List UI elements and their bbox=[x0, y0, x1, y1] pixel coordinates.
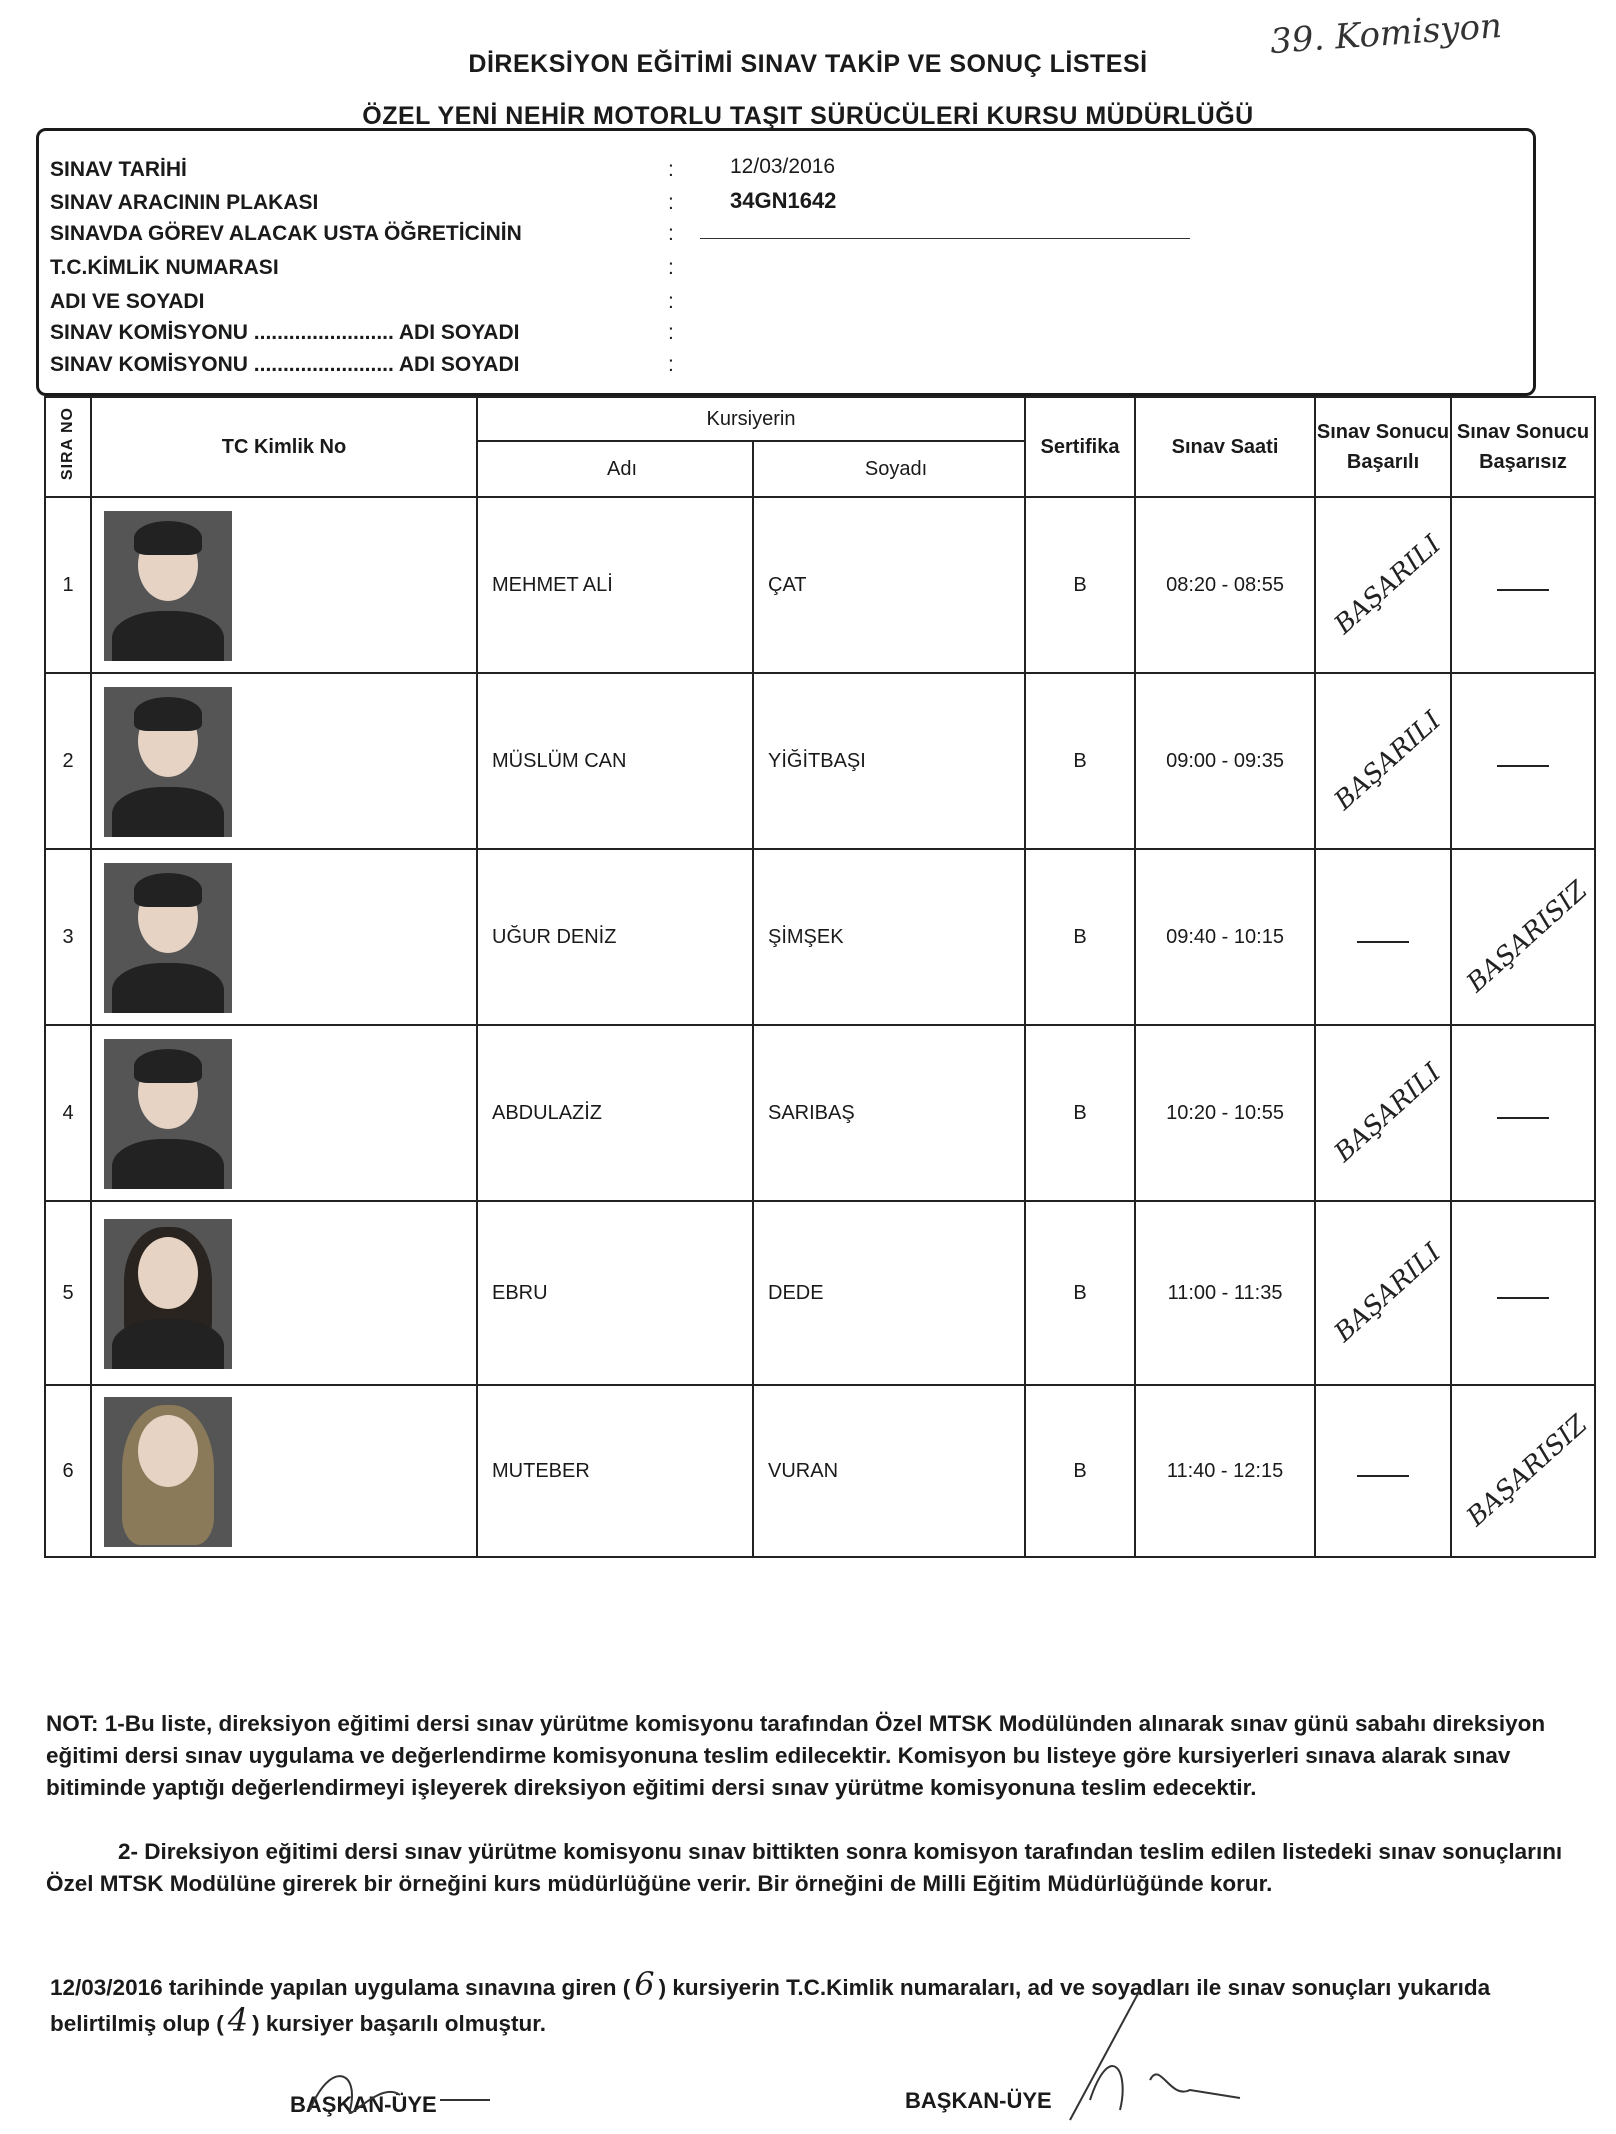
student-photo bbox=[104, 511, 232, 661]
vehicle-plate-label: SINAV ARACININ PLAKASI bbox=[50, 191, 319, 214]
redacted-tc-number bbox=[257, 1026, 372, 1200]
result-passed-cell bbox=[1315, 1201, 1451, 1385]
adi-header: Adı bbox=[477, 441, 753, 497]
exam-time: 09:40 - 10:15 bbox=[1135, 849, 1315, 1025]
photo-cell bbox=[91, 673, 477, 849]
kursiyerin-header: Kursiyerin bbox=[477, 397, 1025, 441]
handwritten-result: BAŞARISIZ bbox=[1461, 1409, 1594, 1533]
result-passed-cell bbox=[1315, 849, 1451, 1025]
student-last-name: DEDE bbox=[753, 1201, 1025, 1385]
result-failed-cell bbox=[1451, 1385, 1595, 1557]
total-count: 6 bbox=[634, 1965, 655, 2003]
note-paragraph-1: NOT: 1-Bu liste, direksiyon eğitimi dersi sınav yürütme komisyonu tarafından Özel MTSK Modülünden alınarak sınav günü sabahı direksiyon eğitimi dersi sınav uygulama ve değerlendirme komisyonuna teslim edilecektir. Komisyon bu listeye göre kursiyerleri sınava alarak sınav bitiminde yaptığı değerlendirmeyi işleyerek direksiyon eğitimi dersi sınav yürütme komisyonuna teslim edecektir. bbox=[46, 1711, 1546, 1800]
exam-time: 10:20 - 10:55 bbox=[1135, 1025, 1315, 1201]
document-subtitle: ÖZEL YENİ NEHİR MOTORLU TAŞIT SÜRÜCÜLERİ KURSU MÜDÜRLÜĞÜ bbox=[362, 102, 1254, 130]
student-first-name: MUTEBER bbox=[477, 1385, 753, 1557]
student-first-name: ABDULAZİZ bbox=[477, 1025, 753, 1201]
redacted-tc-number bbox=[257, 1386, 372, 1556]
redacted-tc-number bbox=[257, 1202, 372, 1384]
basarisiz-header: Sınav Sonucu Başarısız bbox=[1451, 397, 1595, 497]
signature-left-scribble bbox=[290, 2040, 550, 2130]
student-last-name: YİĞİTBAŞI bbox=[753, 673, 1025, 849]
redacted-tc-number bbox=[257, 498, 372, 672]
row-number: 6 bbox=[45, 1385, 91, 1557]
result-failed-cell bbox=[1451, 1025, 1595, 1201]
basarili-header: Sınav Sonucu Başarılı bbox=[1315, 397, 1451, 497]
signature-left-label: BAŞKAN-ÜYE bbox=[290, 2092, 437, 2117]
student-first-name: MÜSLÜM CAN bbox=[477, 673, 753, 849]
signature-right-label: BAŞKAN-ÜYE bbox=[905, 2088, 1052, 2113]
handwritten-result: BAŞARILI bbox=[1328, 1057, 1447, 1169]
student-first-name: MEHMET ALİ bbox=[477, 497, 753, 673]
commission2-label: SINAV KOMİSYONU ........................ ADI SOYADI bbox=[50, 353, 520, 376]
result-passed-cell bbox=[1315, 1385, 1451, 1557]
handwritten-result: BAŞARILI bbox=[1328, 1237, 1447, 1349]
certificate-class: B bbox=[1025, 1025, 1135, 1201]
result-failed-cell bbox=[1451, 1201, 1595, 1385]
soyadi-header: Soyadı bbox=[753, 441, 1025, 497]
student-photo bbox=[104, 1397, 232, 1547]
empty-dash bbox=[1497, 1117, 1549, 1119]
sertifika-header: Sertifika bbox=[1025, 397, 1135, 497]
result-passed-cell bbox=[1315, 497, 1451, 673]
redacted-tc-number bbox=[257, 674, 372, 848]
student-last-name: ŞİMŞEK bbox=[753, 849, 1025, 1025]
result-failed-cell bbox=[1451, 673, 1595, 849]
summary-statement: 12/03/2016 tarihinde yapılan uygulama sınavına giren ( 6 ) kursiyerin T.C.Kimlik numaraları, ad ve soyadları ile sınav sonuçları yukarıda belirtilmiş olup ( 4 ) kursiyer başarılı olmuştur. bbox=[50, 1965, 1491, 2039]
results-table bbox=[44, 396, 1596, 1558]
exam-time: 09:00 - 09:35 bbox=[1135, 673, 1315, 849]
table-row bbox=[45, 1201, 1595, 1385]
student-last-name: SARIBAŞ bbox=[753, 1025, 1025, 1201]
student-photo bbox=[104, 1039, 232, 1189]
tc-kimlik-header: TC Kimlik No bbox=[91, 397, 477, 497]
colon: : bbox=[668, 353, 674, 376]
table-row bbox=[45, 1385, 1595, 1557]
photo-cell bbox=[91, 1201, 477, 1385]
vehicle-plate-value: 34GN1642 bbox=[730, 188, 837, 213]
exam-date-label: SINAV TARİHİ bbox=[50, 158, 187, 181]
colon: : bbox=[668, 256, 674, 279]
row-number: 1 bbox=[45, 497, 91, 673]
exam-date-value: 12/03/2016 bbox=[730, 155, 836, 178]
photo-cell bbox=[91, 497, 477, 673]
row-number: 3 bbox=[45, 849, 91, 1025]
table-row bbox=[45, 849, 1595, 1025]
tc-number-label: T.C.KİMLİK NUMARASI bbox=[50, 256, 279, 279]
certificate-class: B bbox=[1025, 497, 1135, 673]
handwritten-result: BAŞARILI bbox=[1328, 705, 1447, 817]
signature-right-scribble bbox=[1050, 1980, 1250, 2130]
table-row bbox=[45, 673, 1595, 849]
redacted-tc-number bbox=[257, 850, 372, 1024]
student-last-name: VURAN bbox=[753, 1385, 1025, 1557]
result-passed-cell bbox=[1315, 1025, 1451, 1201]
exam-time: 11:40 - 12:15 bbox=[1135, 1385, 1315, 1557]
colon: : bbox=[668, 158, 674, 181]
empty-dash bbox=[1357, 941, 1409, 943]
instructor-label: SINAVDA GÖREV ALACAK USTA ÖĞRETİCİNİN bbox=[50, 222, 522, 245]
sira-no-header: SIRA NO bbox=[45, 397, 91, 497]
photo-cell bbox=[91, 1025, 477, 1201]
student-photo bbox=[104, 1219, 232, 1369]
exam-time: 08:20 - 08:55 bbox=[1135, 497, 1315, 673]
certificate-class: B bbox=[1025, 1385, 1135, 1557]
colon: : bbox=[668, 222, 674, 245]
colon: : bbox=[668, 321, 674, 344]
student-first-name: EBRU bbox=[477, 1201, 753, 1385]
result-passed-cell bbox=[1315, 673, 1451, 849]
handwritten-result: BAŞARILI bbox=[1328, 529, 1447, 641]
handwritten-result: BAŞARISIZ bbox=[1461, 875, 1594, 999]
photo-cell bbox=[91, 849, 477, 1025]
note-paragraph-2: 2- Direksiyon eğitimi dersi sınav yürütme komisyonu sınav bittikten sonra komisyon tarafından teslim edilen listedeki sınav sonuçlarını Özel MTSK Modülüne girerek bir örneğini kurs müdürlüğüne verir. Bir örneğini de Milli Eğitim Müdürlüğünde korur. bbox=[46, 1839, 1563, 1896]
result-failed-cell bbox=[1451, 849, 1595, 1025]
empty-dash bbox=[1357, 1475, 1409, 1477]
table-row bbox=[45, 497, 1595, 673]
sinav-saati-header: Sınav Saati bbox=[1135, 397, 1315, 497]
colon: : bbox=[668, 290, 674, 313]
handwritten-commission-note: 39. Komisyon bbox=[1268, 5, 1504, 63]
commission1-label: SINAV KOMİSYONU ........................ ADI SOYADI bbox=[50, 321, 520, 344]
document-title: DİREKSİYON EĞİTİMİ SINAV TAKİP VE SONUÇ LİSTESİ bbox=[468, 50, 1148, 78]
student-last-name: ÇAT bbox=[753, 497, 1025, 673]
student-photo bbox=[104, 687, 232, 837]
row-number: 2 bbox=[45, 673, 91, 849]
empty-dash bbox=[1497, 589, 1549, 591]
photo-cell bbox=[91, 1385, 477, 1557]
name-surname-label: ADI VE SOYADI bbox=[50, 290, 205, 313]
row-number: 5 bbox=[45, 1201, 91, 1385]
signature-line bbox=[700, 238, 1190, 239]
table-row bbox=[45, 1025, 1595, 1201]
certificate-class: B bbox=[1025, 849, 1135, 1025]
passed-count: 4 bbox=[227, 2001, 249, 2039]
certificate-class: B bbox=[1025, 673, 1135, 849]
row-number: 4 bbox=[45, 1025, 91, 1201]
exam-time: 11:00 - 11:35 bbox=[1135, 1201, 1315, 1385]
student-first-name: UĞUR DENİZ bbox=[477, 849, 753, 1025]
empty-dash bbox=[1497, 1297, 1549, 1299]
colon: : bbox=[668, 191, 674, 214]
student-photo bbox=[104, 863, 232, 1013]
certificate-class: B bbox=[1025, 1201, 1135, 1385]
result-failed-cell bbox=[1451, 497, 1595, 673]
empty-dash bbox=[1497, 765, 1549, 767]
